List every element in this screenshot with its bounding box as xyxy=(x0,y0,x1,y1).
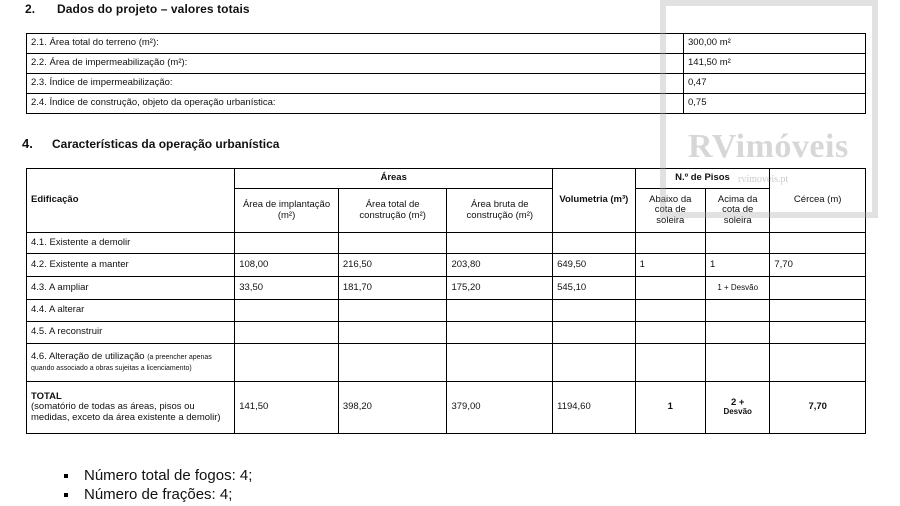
table-row xyxy=(27,277,866,300)
total-acima-sub: Desvão xyxy=(723,407,752,417)
table-row xyxy=(27,300,866,322)
cell-implantacao: 141,50 xyxy=(235,382,339,434)
cell-abaixo xyxy=(635,300,705,322)
header-abaixo: Abaixo da cota de soleira xyxy=(635,189,705,233)
urban-operation-table xyxy=(26,168,866,434)
list-item: Número de frações: 4; xyxy=(62,485,252,504)
cell-cercea: 7,70 xyxy=(770,382,866,434)
total-description: (somatório de todas as áreas, pisos ou medidas, exceto da área existente a demolir) xyxy=(31,401,221,423)
cell-implantacao xyxy=(235,322,339,344)
cell-abaixo xyxy=(635,277,705,300)
cell-bruta: 379,00 xyxy=(447,382,553,434)
cell-implantacao xyxy=(235,344,339,382)
cell-cercea xyxy=(770,344,866,382)
cell-total xyxy=(338,344,447,382)
table-row xyxy=(27,74,866,94)
total-label: 2.2. Área de impermeabilização (m²): xyxy=(27,54,684,74)
header-cercea: Cércea (m) xyxy=(770,169,866,233)
row-46-note: (a preencher apenas quando associado a obras sujeitas a licenciamento) xyxy=(31,354,212,372)
section-4-heading xyxy=(22,136,279,151)
bullet-list xyxy=(62,466,252,504)
total-row-label xyxy=(27,382,235,434)
row-label: 4.4. A alterar xyxy=(27,300,235,322)
cell-volumetria: 545,10 xyxy=(553,277,635,300)
section-2-number: 2. xyxy=(25,2,36,16)
cell-volumetria: 649,50 xyxy=(553,254,635,277)
cell-abaixo: 1 xyxy=(635,382,705,434)
cell-acima xyxy=(706,382,770,434)
cell-volumetria xyxy=(553,322,635,344)
total-value: 0,75 xyxy=(684,94,866,114)
table-row xyxy=(27,254,866,277)
header-area-total: Área total de construção (m²) xyxy=(338,189,447,233)
table-row xyxy=(27,94,866,114)
section-2-title: Dados do projeto – valores totais xyxy=(57,2,250,16)
cell-bruta xyxy=(447,344,553,382)
total-label: 2.4. Índice de construção, objeto da operação urbanística: xyxy=(27,94,684,114)
table-row xyxy=(27,233,866,254)
cell-cercea xyxy=(770,277,866,300)
total-title: TOTAL xyxy=(31,390,62,402)
header-area-bruta: Área bruta de construção (m²) xyxy=(447,189,553,233)
total-acima-main: 2 + xyxy=(730,396,745,408)
cell-bruta: 203,80 xyxy=(447,254,553,277)
row-46-label: 4.6. Alteração de utilização xyxy=(31,351,145,363)
cell-bruta xyxy=(447,300,553,322)
row-label: 4.1. Existente a demolir xyxy=(27,233,235,254)
cell-bruta xyxy=(447,233,553,254)
cell-implantacao xyxy=(235,300,339,322)
cell-bruta xyxy=(447,322,553,344)
header-volumetria: Volumetria (m³) xyxy=(553,169,635,233)
watermark-logo: RVimóveis xyxy=(688,128,849,165)
total-row xyxy=(27,382,866,434)
cell-cercea: 7,70 xyxy=(770,254,866,277)
cell-abaixo: 1 xyxy=(635,254,705,277)
header-edificacao: Edificação xyxy=(27,169,235,233)
cell-acima xyxy=(706,322,770,344)
header-areas: Áreas xyxy=(235,169,553,189)
table-row xyxy=(27,54,866,74)
cell-acima: 1 xyxy=(706,254,770,277)
project-totals-table xyxy=(26,33,866,114)
total-value: 300,00 m² xyxy=(684,34,866,54)
cell-abaixo xyxy=(635,233,705,254)
cell-abaixo xyxy=(635,322,705,344)
section-4-title: Características da operação urbanística xyxy=(52,137,280,151)
total-label: 2.1. Área total do terreno (m²): xyxy=(27,34,684,54)
table-row xyxy=(27,34,866,54)
list-item: Número total de fogos: 4; xyxy=(62,466,252,485)
total-label: 2.3. Índice de impermeabilização: xyxy=(27,74,684,94)
row-label xyxy=(27,344,235,382)
cell-implantacao: 108,00 xyxy=(235,254,339,277)
table-row xyxy=(27,322,866,344)
cell-abaixo xyxy=(635,344,705,382)
cell-cercea xyxy=(770,233,866,254)
row-label: 4.5. A reconstruir xyxy=(27,322,235,344)
cell-implantacao xyxy=(235,233,339,254)
cell-total: 216,50 xyxy=(338,254,447,277)
cell-total: 398,20 xyxy=(338,382,447,434)
cell-cercea xyxy=(770,322,866,344)
row-label: 4.2. Existente a manter xyxy=(27,254,235,277)
header-pisos: N.º de Pisos xyxy=(635,169,770,189)
cell-acima xyxy=(706,344,770,382)
cell-total: 181,70 xyxy=(338,277,447,300)
cell-bruta: 175,20 xyxy=(447,277,553,300)
table-row xyxy=(27,344,866,382)
header-row xyxy=(27,169,866,189)
cell-acima xyxy=(706,233,770,254)
cell-volumetria xyxy=(553,344,635,382)
cell-total xyxy=(338,233,447,254)
header-acima: Acima da cota de soleira xyxy=(706,189,770,233)
row-label: 4.3. A ampliar xyxy=(27,277,235,300)
total-value: 0,47 xyxy=(684,74,866,94)
section-2-heading xyxy=(25,2,250,16)
cell-volumetria xyxy=(553,300,635,322)
cell-volumetria xyxy=(553,233,635,254)
header-area-implantacao: Área de implantação (m²) xyxy=(235,189,339,233)
cell-cercea xyxy=(770,300,866,322)
cell-acima: 1 + Desvão xyxy=(706,277,770,300)
section-4-number: 4. xyxy=(22,136,33,151)
watermark-url: rvimoveis.pt xyxy=(738,174,789,185)
total-value: 141,50 m² xyxy=(684,54,866,74)
cell-volumetria: 1194,60 xyxy=(553,382,635,434)
cell-implantacao: 33,50 xyxy=(235,277,339,300)
cell-acima xyxy=(706,300,770,322)
cell-total xyxy=(338,300,447,322)
cell-total xyxy=(338,322,447,344)
